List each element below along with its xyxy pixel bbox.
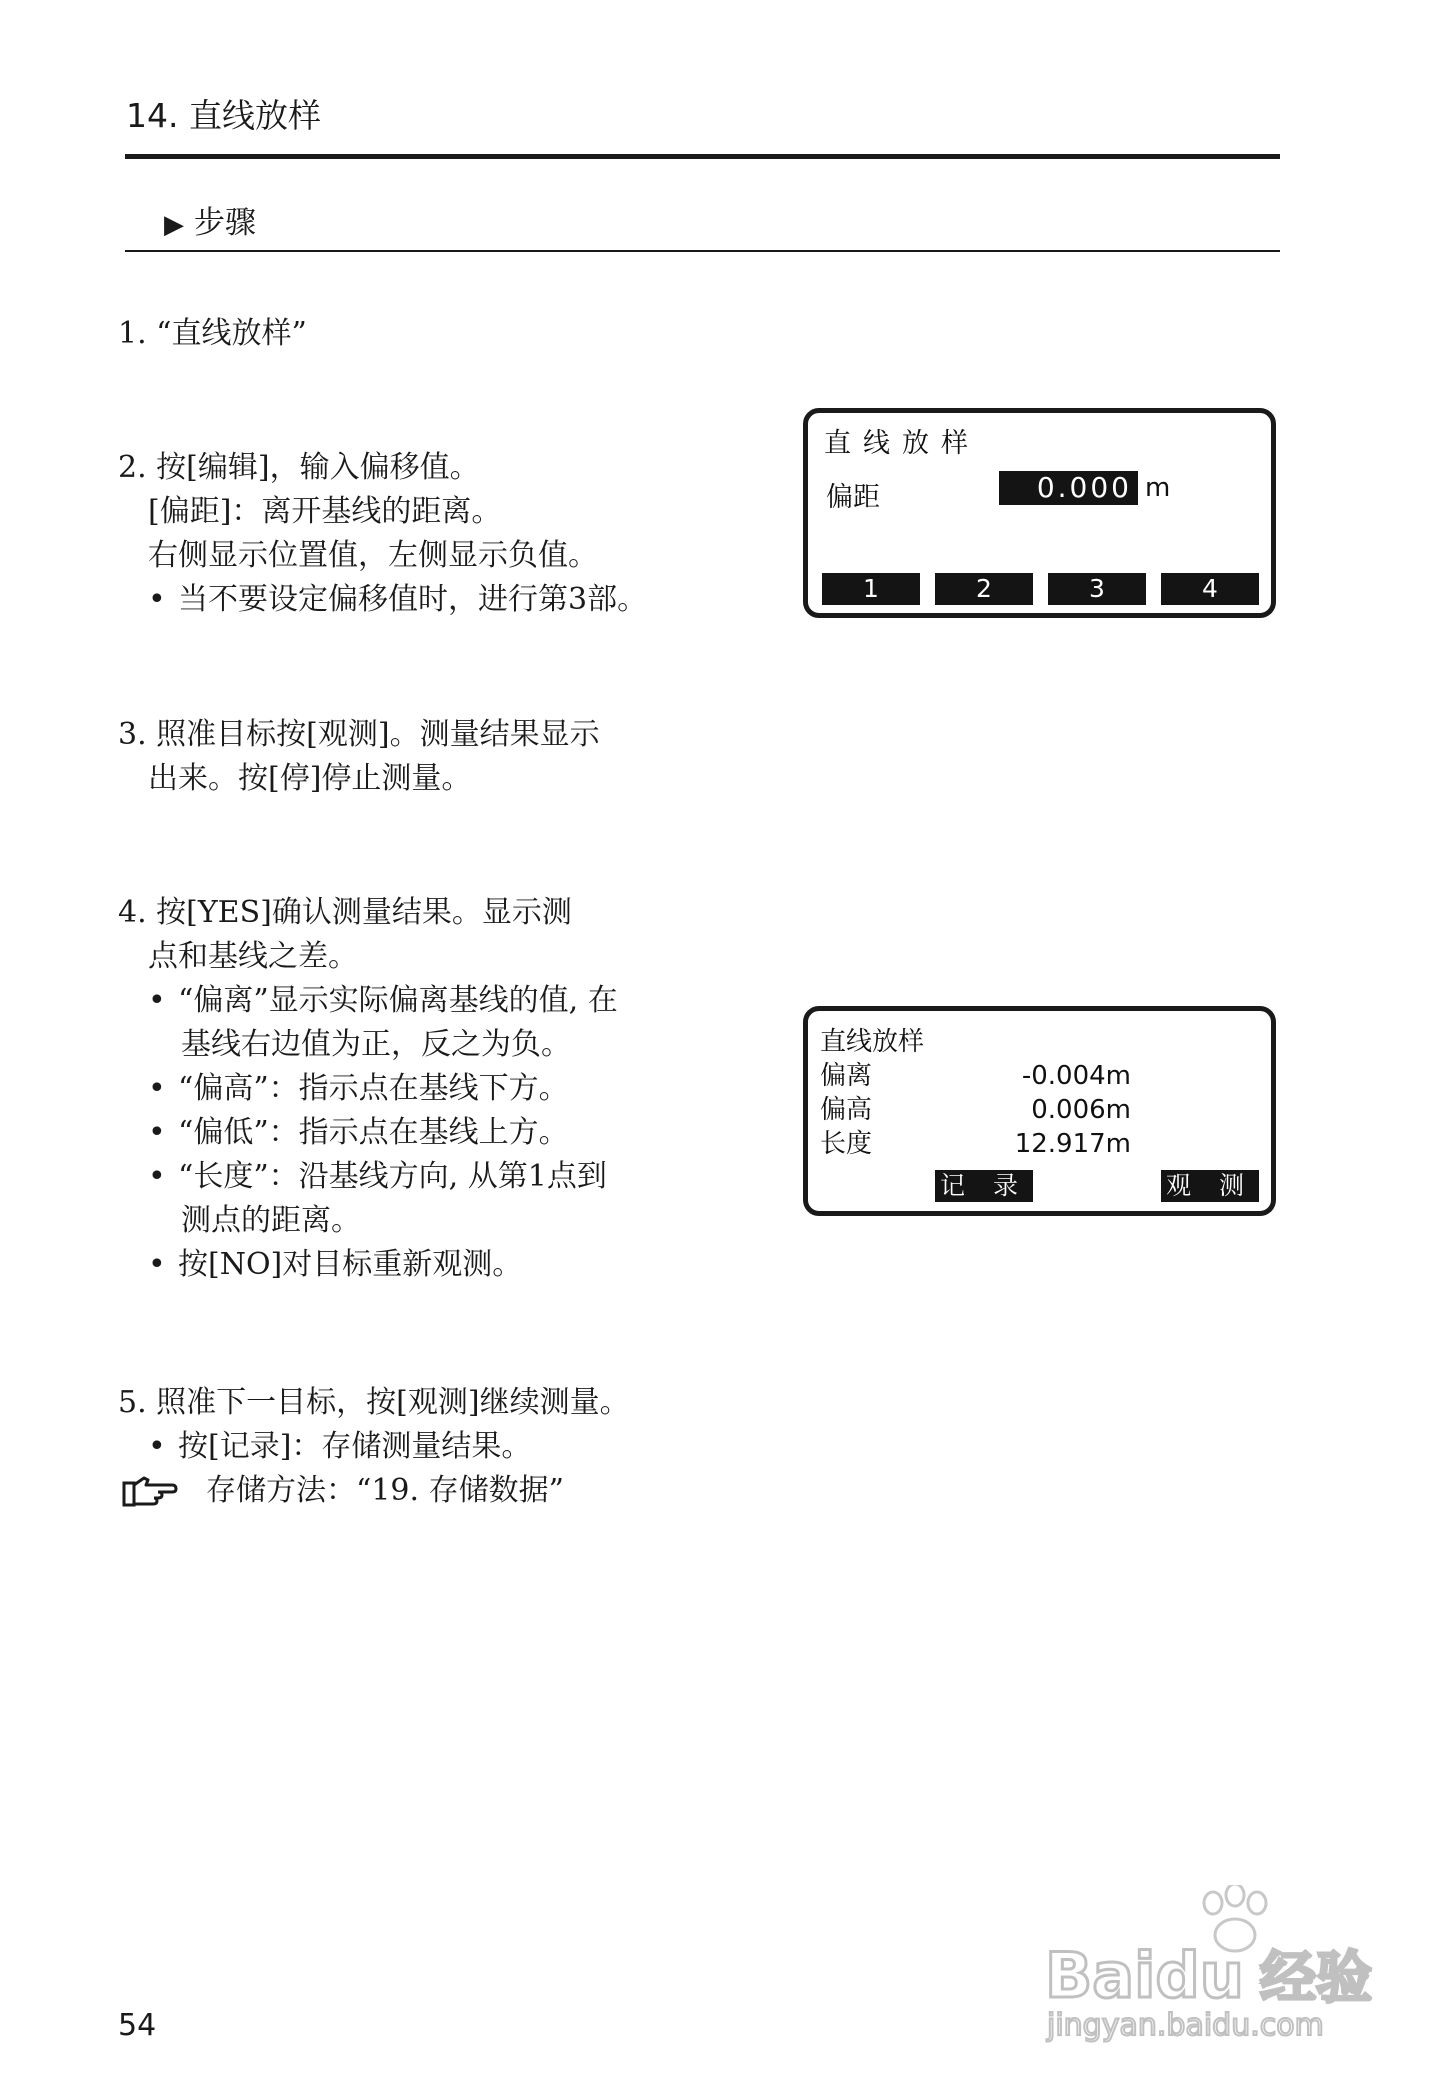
step-4-bullet-1-text: “偏离”显示实际偏离基线的值, 在 [178, 983, 618, 1018]
lcd-screen-results [803, 1006, 1276, 1216]
screen-1-title: 直线放样 [824, 428, 980, 459]
step-3 [118, 713, 600, 801]
step-2-bullet-1 [118, 578, 647, 622]
section-marker-icon: ▶ [164, 210, 184, 240]
step-2-line-2: [偏距]：离开基线的距离。 [148, 494, 502, 529]
step-4-line-2: 点和基线之差。 [148, 939, 358, 974]
step-4-bullet-5 [118, 1243, 618, 1287]
softkey-1[interactable]: 1 [822, 573, 920, 605]
bullet-dot: • [148, 1159, 166, 1194]
step-4-bullet-4 [118, 1155, 618, 1199]
softkey-4[interactable]: 4 [1161, 573, 1259, 605]
step-4-bullet-2-text: “偏高”：指示点在基线下方。 [178, 1071, 569, 1106]
baidu-jingyan-watermark [1035, 1885, 1395, 2045]
screen-1-unit: m [1145, 473, 1171, 503]
step-5-bullet-1 [118, 1425, 630, 1469]
header-rule [125, 154, 1280, 159]
screen-2-row-label: 长度 [820, 1129, 873, 1159]
softkey-2[interactable]: 2 [935, 573, 1033, 605]
pointing-hand-icon [120, 1473, 180, 1509]
step-4-bullet-4-text: “长度”：沿基线方向, 从第1点到 [178, 1159, 607, 1194]
softkey-measure[interactable]: 观 测 [1161, 1170, 1259, 1202]
step-4-bullet-4-cont: 测点的距离。 [181, 1203, 361, 1238]
step-4 [118, 891, 618, 1287]
bullet-dot: • [148, 1247, 166, 1282]
bullet-dot: • [148, 1429, 166, 1464]
step-1-text: 1. “直线放样” [118, 316, 307, 351]
watermark-suffix: 经验 [1260, 1946, 1372, 2011]
bullet-dot: • [148, 1115, 166, 1150]
screen-2-row-value: -0.004m [1021, 1061, 1131, 1091]
step-5-line-1: 5. 照准下一目标，按[观测]继续测量。 [118, 1385, 630, 1420]
step-4-line-1: 4. 按[YES]确认测量结果。显示测 [118, 895, 572, 930]
softkey-record[interactable]: 记 录 [935, 1170, 1033, 1202]
screen-1-offset-value[interactable]: 0.000 [999, 471, 1138, 505]
section-rule [125, 250, 1280, 252]
screen-2-title: 直线放样 [820, 1027, 925, 1057]
step-2-line-1: 2. 按[编辑]，输入偏移值。 [118, 450, 480, 485]
step-2-line-3: 右侧显示位置值，左侧显示负值。 [148, 538, 598, 573]
bullet-dot: • [148, 1071, 166, 1106]
page-header-title: 14. 直线放样 [126, 96, 321, 135]
screen-1-offset-label: 偏距 [826, 482, 880, 513]
softkey-3[interactable]: 3 [1048, 573, 1146, 605]
watermark-brand: Baidu [1045, 1939, 1244, 2012]
screen-2-row-label: 偏离 [820, 1061, 873, 1091]
step-5-bullet-1-text: 按[记录]：存储测量结果。 [178, 1429, 532, 1464]
lcd-screen-offset-entry [803, 408, 1276, 618]
screen-2-row-value: 12.917m [1014, 1129, 1131, 1159]
step-3-line-1: 3. 照准目标按[观测]。测量结果显示 [118, 717, 600, 752]
step-4-bullet-1-cont: 基线右边值为正，反之为负。 [181, 1027, 571, 1062]
section-title: 步骤 [194, 205, 256, 241]
section-heading [164, 203, 256, 245]
step-2 [118, 446, 647, 622]
watermark-url: jingyan.baidu.com [1047, 2008, 1324, 2043]
step-2-bullet-1-text: 当不要设定偏移值时，进行第3部。 [178, 582, 648, 617]
step-5 [118, 1381, 630, 1513]
screen-2-row-label: 偏高 [820, 1095, 873, 1125]
step-4-bullet-1 [118, 979, 618, 1023]
step-4-bullet-3-text: “偏低”：指示点在基线上方。 [178, 1115, 569, 1150]
bullet-dot: • [148, 582, 166, 617]
page-number: 54 [118, 2008, 157, 2043]
bullet-dot: • [148, 983, 166, 1018]
screen-2-row-value: 0.006m [1031, 1095, 1131, 1125]
step-4-bullet-2 [118, 1067, 618, 1111]
step-4-bullet-3 [118, 1111, 618, 1155]
step-4-bullet-5-text: 按[NO]对目标重新观测。 [178, 1247, 523, 1282]
step-3-line-2: 出来。按[停]停止测量。 [148, 761, 472, 796]
step-1 [118, 312, 307, 356]
step-5-reference: 存储方法：“19. 存储数据” [206, 1473, 564, 1508]
